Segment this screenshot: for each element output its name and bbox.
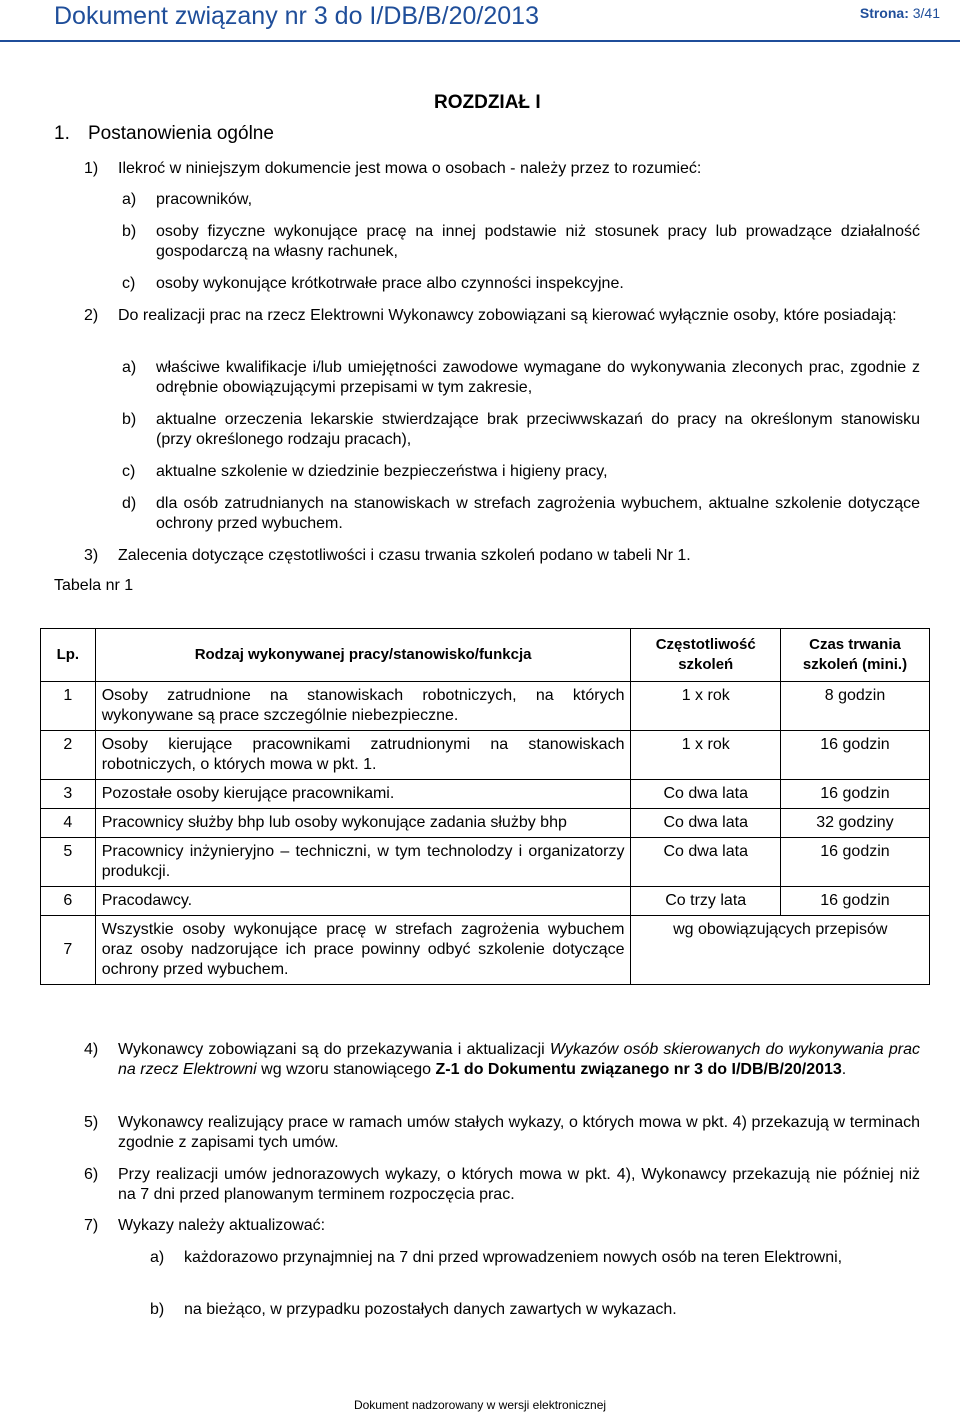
cell-lp: 4 (41, 809, 96, 838)
cell-lp: 3 (41, 780, 96, 809)
paragraph-1-text: Ilekroć w niniejszym dokumencie jest mowa o osobach - należy przez to rozumieć: (118, 160, 702, 177)
item-text: każdorazowo przynajmniej na 7 dni przed wprowadzeniem nowych osób na teren Elektrowni, (184, 1249, 843, 1266)
paragraph-3-label: 3) (84, 547, 99, 564)
item-label: c) (122, 275, 136, 292)
footer-note: Dokument nadzorowany w wersji elektronicznej (353, 1398, 607, 1412)
cell-frequency: Co dwa lata (631, 780, 781, 809)
cell-duration: 32 godziny (780, 809, 929, 838)
paragraph-1-label: 1) (84, 160, 99, 177)
item-text: właściwe kwalifikacje i/lub umiejętności zawodowe wymagane do wykonywania zleconych prac, zgodnie z odrębnie obowiązującymi przepisami w tym zakresie, (156, 359, 920, 396)
paragraph-2-label: 2) (84, 307, 99, 324)
document-header-title: Dokument związany nr 3 do I/DB/B/20/2013 (54, 2, 539, 30)
item-label: b) (122, 223, 137, 240)
item-label: a) (122, 359, 137, 376)
paragraph-7-item-b (150, 1300, 920, 1320)
paragraph-2-item-a (122, 358, 920, 398)
col-header-frequency: Częstotliwość szkoleń (631, 629, 781, 682)
col-header-type: Rodzaj wykonywanej pracy/stanowisko/funkcja (95, 629, 631, 682)
item-text: pracowników, (156, 191, 253, 208)
paragraph-4-label: 4) (84, 1041, 99, 1058)
cell-type: Pracodawcy. (95, 887, 631, 916)
item-text: aktualne szkolenie w dziedzinie bezpieczeństwa i higieny pracy, (156, 463, 608, 480)
paragraph-5-text: Wykonawcy realizujący prace w ramach umów stałych wykazy, o których mowa w pkt. 4) przekazują w terminach zgodnie z zapisami tych umów. (118, 1114, 920, 1151)
cell-frequency-duration: wg obowiązujących przepisów (631, 916, 930, 985)
cell-frequency: 1 x rok (631, 682, 781, 731)
table-row (41, 887, 930, 916)
table-row (41, 682, 930, 731)
cell-type: Pracownicy służby bhp lub osoby wykonujące zadania służby bhp (95, 809, 631, 838)
paragraph-1-item-c (122, 274, 924, 294)
list-of-persons-title: Wykazów osób skierowanych do wykonywania prac na rzecz Elektrowni (118, 1041, 920, 1078)
item-text: dla osób zatrudnianych na stanowiskach w strefach zagrożenia wybuchem, aktualne szkolenie dotyczące ochrony przed wybuchem. (156, 495, 920, 532)
cell-duration: 8 godzin (780, 682, 929, 731)
cell-duration: 16 godzin (780, 731, 929, 780)
paragraph-1-item-b (122, 222, 920, 262)
item-label: c) (122, 463, 136, 480)
paragraph-2-item-d (122, 494, 920, 534)
cell-lp: 2 (41, 731, 96, 780)
paragraph-6 (84, 1165, 920, 1205)
item-label: d) (122, 495, 137, 512)
header-divider (0, 40, 960, 42)
paragraph-2-item-b (122, 410, 920, 450)
col-header-lp: Lp. (41, 629, 96, 682)
paragraph-5 (84, 1113, 920, 1153)
section-number: 1. (54, 123, 70, 144)
attachment-reference: Z-1 do Dokumentu związanego nr 3 do I/DB/B/20/2013 (435, 1061, 842, 1078)
cell-frequency: Co dwa lata (631, 838, 781, 887)
cell-type: Pracownicy inżynieryjno – techniczni, w tym technolodzy i organizatorzy produkcji. (95, 838, 631, 887)
paragraph-4-part-3: wg wzoru stanowiącego (256, 1061, 436, 1078)
cell-lp: 5 (41, 838, 96, 887)
paragraph-7-label: 7) (84, 1217, 99, 1234)
paragraph-7 (84, 1216, 920, 1236)
paragraph-3 (84, 546, 920, 566)
table-row (41, 731, 930, 780)
cell-frequency: 1 x rok (631, 731, 781, 780)
page-number (860, 5, 940, 21)
col-header-duration: Czas trwania szkoleń (mini.) (780, 629, 929, 682)
paragraph-2-item-c (122, 462, 920, 482)
cell-duration: 16 godzin (780, 887, 929, 916)
paragraph-3-text: Zalecenia dotyczące częstotliwości i czasu trwania szkoleń podano w tabeli Nr 1. (118, 547, 691, 564)
paragraph-2-text: Do realizacji prac na rzecz Elektrowni Wykonawcy zobowiązani są kierować wyłącznie osoby, które posiadają: (118, 307, 897, 324)
cell-lp: 7 (41, 916, 96, 985)
item-text: osoby fizyczne wykonujące pracę na innej podstawie niż stosunek pracy lub prowadzące działalność gospodarczą na własny rachunek, (156, 223, 920, 260)
training-table (40, 628, 930, 985)
cell-duration: 16 godzin (780, 780, 929, 809)
chapter-heading: ROZDZIAŁ I (434, 92, 541, 113)
item-label: a) (150, 1249, 165, 1266)
cell-frequency: Co trzy lata (631, 887, 781, 916)
item-label: a) (122, 191, 137, 208)
page-number-label: Strona: (859, 5, 909, 21)
cell-type: Pozostałe osoby kierujące pracownikami. (95, 780, 631, 809)
paragraph-6-label: 6) (84, 1166, 99, 1183)
cell-lp: 1 (41, 682, 96, 731)
item-text: aktualne orzeczenia lekarskie stwierdzające brak przeciwwskazań do pracy na określonym stanowisku (przy określonego rodzaju pracach), (156, 411, 920, 448)
section-title: Postanowienia ogólne (88, 123, 274, 144)
table-row (41, 780, 930, 809)
paragraph-5-label: 5) (84, 1114, 99, 1131)
cell-type: Wszystkie osoby wykonujące pracę w strefach zagrożenia wybuchem oraz osoby nadzorujące ich prace powinny odbyć szkolenie dotyczące ochrony przed wybuchem. (95, 916, 631, 985)
page-number-value: 3/41 (912, 5, 940, 21)
table-row (41, 809, 930, 838)
paragraph-7-item-a (150, 1248, 920, 1268)
item-text: osoby wykonujące krótkotrwałe prace albo czynności inspekcyjne. (156, 275, 624, 292)
paragraph-4-text (118, 1040, 920, 1080)
cell-duration: 16 godzin (780, 838, 929, 887)
paragraph-1-item-a (122, 190, 924, 210)
table-row (41, 916, 930, 985)
section-heading (54, 123, 274, 145)
cell-lp: 6 (41, 887, 96, 916)
table-header-row (41, 629, 930, 682)
paragraph-4 (84, 1040, 920, 1080)
paragraph-7-text: Wykazy należy aktualizować: (118, 1217, 326, 1234)
paragraph-2 (84, 306, 920, 326)
item-label: b) (122, 411, 137, 428)
cell-type: Osoby kierujące pracownikami zatrudnionymi na stanowiskach robotniczych, o których mowa w pkt. 1. (95, 731, 631, 780)
paragraph-1 (84, 159, 924, 179)
table-row (41, 838, 930, 887)
item-label: b) (150, 1301, 165, 1318)
cell-type: Osoby zatrudnione na stanowiskach robotniczych, na których wykonywane są prace szczególnie niebezpieczne. (95, 682, 631, 731)
paragraph-4-part-1: Wykonawcy zobowiązani są do przekazywania i aktualizacji (118, 1041, 550, 1058)
cell-frequency: Co dwa lata (631, 809, 781, 838)
paragraph-4-part-5: . (841, 1061, 847, 1078)
paragraph-6-text: Przy realizacji umów jednorazowych wykazy, o których mowa w pkt. 4), Wykonawcy przekazują nie później niż na 7 dni przed planowanym terminem rozpoczęcia prac. (118, 1166, 920, 1203)
item-text: na bieżąco, w przypadku pozostałych danych zawartych w wykazach. (184, 1301, 677, 1318)
table-caption: Tabela nr 1 (54, 577, 134, 594)
